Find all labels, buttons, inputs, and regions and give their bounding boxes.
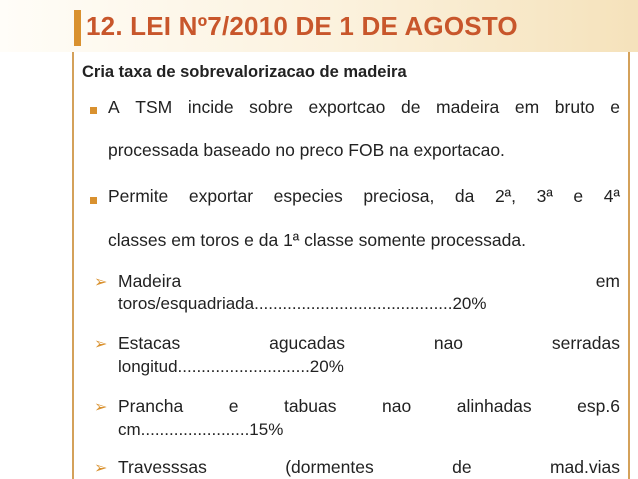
word: serradas [551, 333, 620, 353]
word: bruto [554, 97, 595, 117]
word: incide [187, 97, 234, 117]
word: nao [382, 396, 412, 416]
word: nao [433, 333, 464, 353]
word: TSM [135, 97, 173, 117]
arrow-bullet-icon: ➢ [94, 336, 108, 353]
arrow-bullet-icon: ➢ [94, 460, 108, 477]
frame-left-border [72, 52, 74, 479]
sub-bullet-3-line-2: cm.......................15% [118, 420, 284, 439]
slide-title: 12. LEI Nº7/2010 DE 1 DE AGOSTO [86, 11, 518, 41]
bullet-1-line-2: processada baseado no preco FOB na exportacao. [108, 140, 505, 160]
frame-right-border [628, 52, 630, 479]
sub-bullet-2-line-1 [118, 333, 620, 354]
word: em [595, 271, 620, 291]
sub-bullet-4-line-1 [118, 457, 620, 478]
arrow-bullet-icon: ➢ [94, 274, 108, 291]
word: Estacas [118, 333, 181, 353]
bullet-1-line-1 [108, 97, 620, 118]
sub-bullet-3-line-1 [118, 396, 620, 417]
square-bullet-icon [90, 197, 97, 204]
word: 2ª, [494, 186, 517, 206]
square-bullet-icon [90, 107, 97, 114]
word: madeira [436, 97, 500, 117]
word: A [108, 97, 120, 117]
arrow-bullet-icon: ➢ [94, 399, 108, 416]
word: preciosa, [363, 186, 435, 206]
bullet-2-line-1 [108, 186, 620, 207]
word: Madeira [118, 271, 182, 291]
sub-bullet-2-line-2: longitud............................20% [118, 357, 344, 376]
word: exportar [188, 186, 254, 206]
word: Prancha [118, 396, 184, 416]
word: agucadas [269, 333, 345, 353]
word: mad.vias [549, 457, 620, 477]
word: em [514, 97, 540, 117]
word: Permite [108, 186, 169, 206]
word: e [610, 97, 620, 117]
word: 4ª [603, 186, 620, 206]
word: de [400, 97, 421, 117]
sub-bullet-1-line-1 [118, 271, 620, 292]
bullet-2-line-2: classes em toros e da 1ª classe somente processada. [108, 230, 526, 250]
word: tabuas [283, 396, 337, 416]
word: exportcao [308, 97, 386, 117]
title-accent-bar [74, 10, 81, 46]
word: e [573, 186, 584, 206]
word: especies [273, 186, 343, 206]
word: (dormentes [285, 457, 374, 477]
word: sobre [249, 97, 293, 117]
sub-bullet-1-line-2: toros/esquadriada..........................................20% [118, 294, 487, 313]
word: 3ª [536, 186, 553, 206]
slide-subtitle: Cria taxa de sobrevalorizacao de madeira [82, 63, 407, 81]
word: alinhadas [456, 396, 532, 416]
word: da [454, 186, 475, 206]
word: Travesssas [118, 457, 207, 477]
word: esp.6 [577, 396, 620, 416]
word: de [452, 457, 472, 477]
word: e [228, 396, 239, 416]
